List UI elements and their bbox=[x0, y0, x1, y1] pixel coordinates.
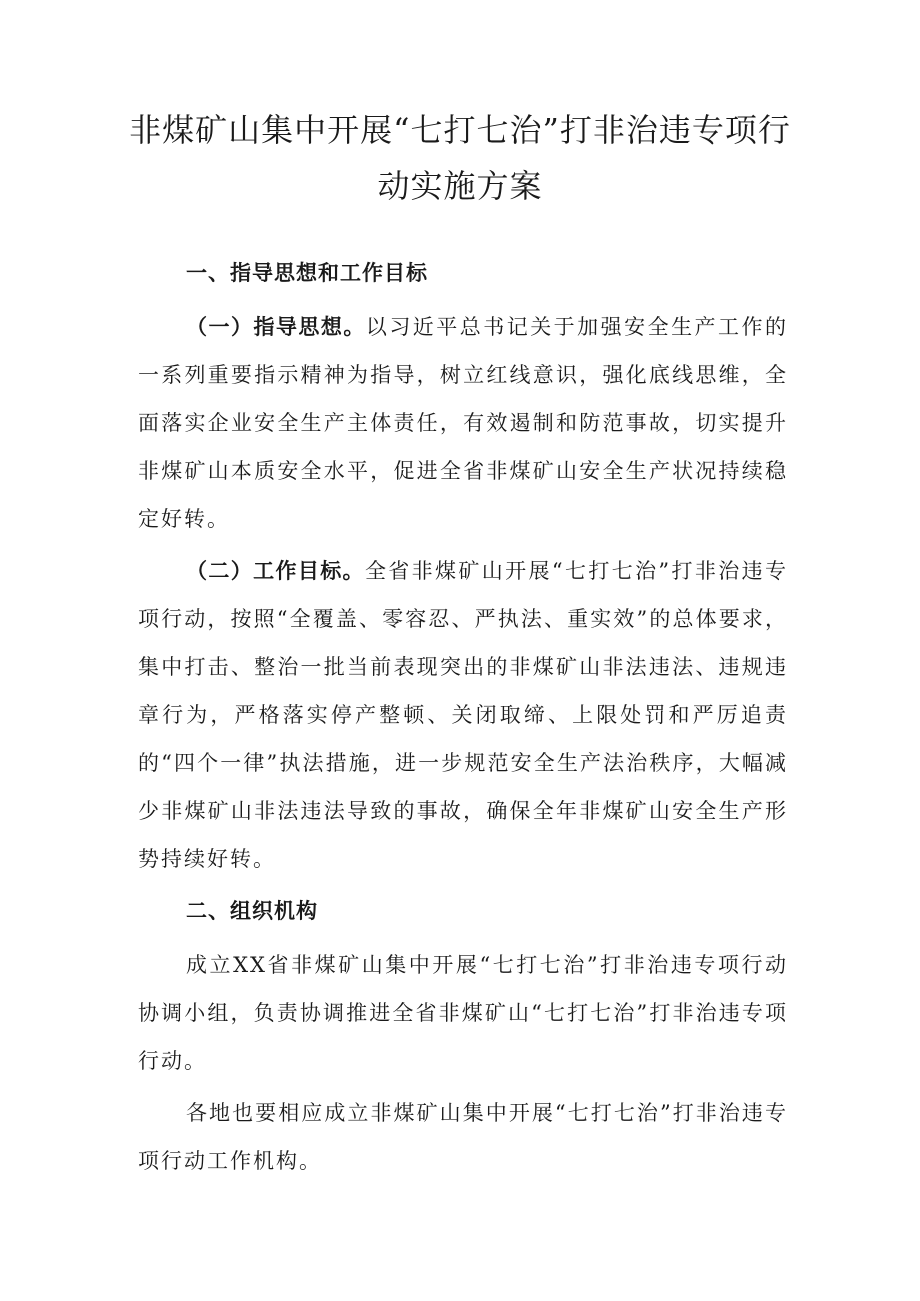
paragraph-guiding-thought bbox=[138, 303, 788, 543]
document-title: 非煤矿山集中开展“七打七治”打非治违专项行动实施方案 bbox=[129, 111, 791, 205]
paragraph-text: 以习近平总书记关于加强安全生产工作的一系列重要指示精神为指导，树立红线意识，强化底线思维，全面落实企业安全生产主体责任，有效遏制和防范事故，切实提升非煤矿山本质安全水平，促进全省非煤矿山安全生产状况持续稳定好转。 bbox=[138, 315, 789, 531]
section-heading-organization: 二、组织机构 bbox=[186, 899, 318, 923]
paragraph-text: 各地也要相应成立非煤矿山集中开展“七打七治”打非治违专项行动工作机构。 bbox=[138, 1101, 788, 1173]
paragraph-coordination-group bbox=[138, 941, 788, 1085]
paragraph-lead: （二）工作目标。 bbox=[186, 559, 365, 583]
paragraph-text: 成立XX省非煤矿山集中开展“七打七治”打非治违专项行动协调小组，负责协调推进全省非煤矿山“七打七治”打非治违专项行动。 bbox=[138, 953, 788, 1073]
document-body bbox=[138, 249, 788, 1189]
paragraph-lead: （一）指导思想。 bbox=[186, 315, 366, 339]
paragraph-text: 全省非煤矿山开展“七打七治”打非治违专项行动，按照“全覆盖、零容忍、严执法、重实效”的总体要求，集中打击、整治一批当前表现突出的非煤矿山非法违法、违规违章行为，严格落实停产整顿、关闭取缔、上限处罚和严厉追责的“四个一律”执法措施，进一步规范安全生产法治秩序，大幅减少非煤矿山非法违法导致的事故，确保全年非煤矿山安全生产形势持续好转。 bbox=[138, 559, 788, 871]
paragraph-local-agencies bbox=[138, 1089, 788, 1185]
paragraph-work-goal bbox=[138, 547, 788, 883]
section-heading-guiding: 一、指导思想和工作目标 bbox=[186, 261, 428, 285]
